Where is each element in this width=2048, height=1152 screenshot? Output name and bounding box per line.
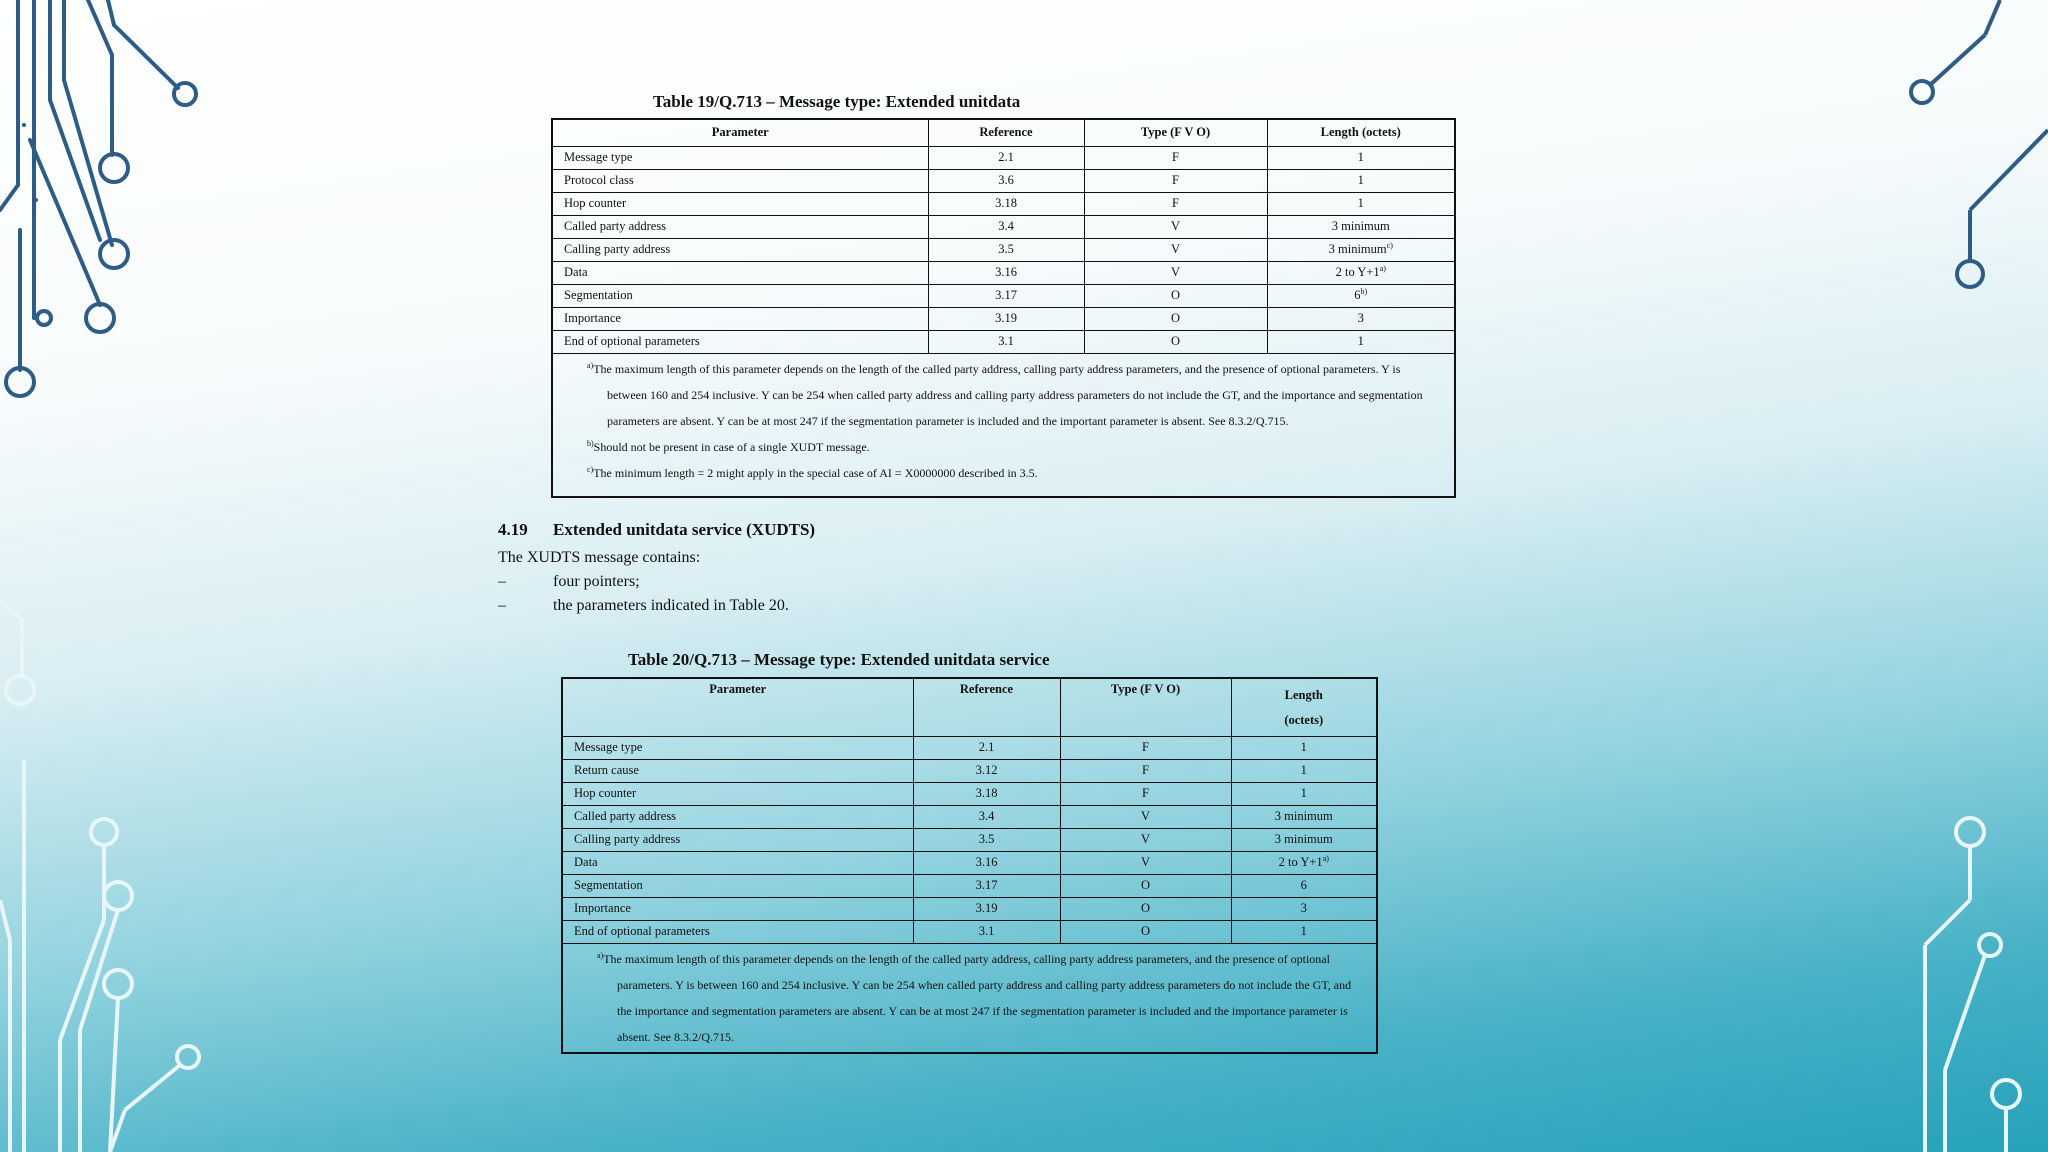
cell-length-text: 1 — [1357, 150, 1364, 164]
cell-parameter-text: Importance — [574, 901, 631, 915]
cell-reference-text: 3.4 — [978, 809, 995, 823]
cell-parameter-text: Data — [574, 855, 598, 869]
cell-reference — [928, 216, 1084, 239]
table20-header-length-line2: (octets) — [1284, 713, 1324, 727]
cell-length — [1231, 898, 1377, 921]
cell-length-text: 2 to Y+1 — [1278, 855, 1323, 869]
table20-notes — [562, 944, 1377, 1054]
table-row — [552, 262, 1455, 285]
cell-type — [1060, 783, 1231, 806]
section-heading — [498, 520, 815, 540]
table-row — [552, 285, 1455, 308]
table-row — [552, 239, 1455, 262]
cell-type — [1084, 262, 1267, 285]
cell-length — [1267, 262, 1455, 285]
cell-length — [1231, 921, 1377, 944]
table19-caption: Table 19/Q.713 – Message type: Extended unitdata — [653, 92, 1021, 111]
cell-length — [1267, 331, 1455, 354]
table-note — [565, 434, 1442, 460]
circuit-lines-left-top — [0, 0, 178, 370]
cell-length-text: 2 to Y+1 — [1335, 265, 1380, 279]
note-text: Should not be present in case of a single XUDT message. — [593, 440, 870, 454]
cell-type-text: V — [1170, 265, 1181, 279]
cell-type-text: O — [1170, 311, 1181, 325]
cell-parameter — [562, 875, 913, 898]
table-row — [562, 806, 1377, 829]
cell-parameter-text: Message type — [574, 740, 643, 754]
table19-header-reference: Reference — [928, 119, 1084, 147]
cell-type-text: V — [1170, 242, 1181, 256]
table-note — [565, 460, 1442, 486]
cell-reference-text: 3.18 — [995, 196, 1017, 210]
cell-type-text: V — [1170, 219, 1181, 233]
cell-parameter-text: Calling party address — [574, 832, 681, 846]
cell-reference-text: 3.6 — [998, 173, 1014, 187]
table20-header-row — [562, 678, 1377, 737]
table19-header-length: Length (octets) — [1267, 119, 1455, 147]
cell-reference — [928, 147, 1084, 170]
cell-type-text: F — [1172, 196, 1179, 210]
cell-reference — [928, 170, 1084, 193]
cell-parameter-text: Protocol class — [564, 173, 634, 187]
table-row — [562, 737, 1377, 760]
table-row — [552, 193, 1455, 216]
cell-length-text: 1 — [1300, 763, 1307, 777]
table-row — [562, 875, 1377, 898]
cell-type-text: V — [1140, 809, 1151, 823]
cell-type — [1084, 239, 1267, 262]
cell-parameter-text: Data — [564, 265, 588, 279]
cell-reference-text: 3.1 — [998, 334, 1014, 348]
cell-parameter — [552, 285, 928, 308]
cell-reference — [913, 806, 1060, 829]
note-text: The maximum length of this parameter depends on the length of the called party address, calling party address parameters, and the presence of optional parameters. Y is between 160 and 254 inclusive. Y can be 254 when called party address and calling party address parameters do not include the GT, and the importance and segmentation parameters are absent. Y can be at most 247 if the segmentation parameter is included and the important parameter is absent. See 8.3.2/Q.715. — [593, 362, 1423, 428]
note-mark: a) — [587, 361, 594, 370]
cell-type — [1060, 898, 1231, 921]
cell-reference — [913, 760, 1060, 783]
table-note — [565, 356, 1442, 434]
cell-reference-text: 3.17 — [995, 288, 1017, 302]
cell-length — [1267, 216, 1455, 239]
cell-length — [1267, 147, 1455, 170]
cell-parameter — [552, 308, 928, 331]
cell-type-text: F — [1142, 786, 1149, 800]
cell-reference-text: 3.1 — [978, 924, 995, 938]
cell-parameter-text: Message type — [564, 150, 633, 164]
table19 — [551, 118, 1456, 498]
cell-length — [1267, 170, 1455, 193]
cell-parameter-text: End of optional parameters — [574, 924, 710, 938]
cell-parameter — [562, 783, 913, 806]
table20-notes-row — [562, 944, 1377, 1054]
cell-parameter — [562, 829, 913, 852]
section-title: Extended unitdata service (XUDTS) — [553, 520, 816, 539]
bullet-text: four pointers; — [553, 573, 640, 590]
table19-header-type: Type (F V O) — [1084, 119, 1267, 147]
table20-header-type: Type (F V O) — [1060, 678, 1231, 737]
cell-length-text: 3 minimum — [1328, 242, 1387, 256]
cell-length — [1231, 760, 1377, 783]
cell-type-text: V — [1140, 855, 1151, 869]
cell-length — [1231, 875, 1377, 898]
cell-type — [1084, 170, 1267, 193]
section-intro: The XUDTS message contains: — [498, 549, 701, 566]
cell-reference — [913, 829, 1060, 852]
cell-type — [1060, 829, 1231, 852]
cell-type — [1084, 193, 1267, 216]
table20-header-parameter: Parameter — [562, 678, 913, 737]
table19-header-parameter: Parameter — [552, 119, 928, 147]
cell-length-text: 3 minimum — [1274, 832, 1333, 846]
cell-type — [1084, 331, 1267, 354]
cell-length — [1231, 783, 1377, 806]
cell-parameter-text: Hop counter — [574, 786, 637, 800]
footnote-mark: c) — [1386, 240, 1393, 250]
table19-notes-row — [552, 354, 1455, 498]
cell-reference-text: 2.1 — [998, 150, 1014, 164]
cell-reference-text: 3.19 — [995, 311, 1017, 325]
cell-length-text: 1 — [1357, 173, 1364, 187]
cell-parameter — [562, 852, 913, 875]
cell-reference — [928, 193, 1084, 216]
bullet-dash: – — [498, 573, 506, 590]
cell-type-text: O — [1170, 334, 1181, 348]
note-text: The maximum length of this parameter depends on the length of the called party address, calling party address parameters, and the presence of optional parameters. Y is between 160 and 254 inclusive. Y can be 254 when called party address and calling party address parameters do not include the GT, and the importance and segmentation parameters are absent. Y can be at most 247 if the segmentation parameter is included and the importance parameter is absent. See 8.3.2/Q.715. — [603, 952, 1352, 1044]
cell-type — [1060, 921, 1231, 944]
cell-parameter-text: End of optional parameters — [564, 334, 700, 348]
cell-parameter — [562, 737, 913, 760]
cell-type — [1060, 737, 1231, 760]
cell-reference — [913, 921, 1060, 944]
cell-type — [1084, 308, 1267, 331]
cell-reference — [928, 239, 1084, 262]
cell-reference — [928, 285, 1084, 308]
cell-parameter — [562, 760, 913, 783]
cell-length — [1267, 239, 1455, 262]
footnote-mark: a) — [1322, 853, 1329, 863]
cell-length — [1267, 193, 1455, 216]
table-row — [562, 921, 1377, 944]
table-row — [562, 783, 1377, 806]
cell-reference — [913, 875, 1060, 898]
cell-type — [1060, 875, 1231, 898]
cell-type-text: O — [1140, 924, 1151, 938]
cell-parameter-text: Calling party address — [564, 242, 671, 256]
section-number: 4.19 — [498, 520, 528, 539]
cell-reference-text: 3.16 — [975, 855, 998, 869]
cell-length-text: 1 — [1357, 196, 1364, 210]
cell-type-text: F — [1172, 150, 1179, 164]
cell-parameter-text: Segmentation — [564, 288, 633, 302]
table20 — [561, 677, 1378, 1054]
table-row — [562, 829, 1377, 852]
cell-type-text: O — [1170, 288, 1181, 302]
cell-length-text: 1 — [1300, 924, 1307, 938]
cell-type-text: F — [1142, 763, 1149, 777]
cell-type — [1084, 147, 1267, 170]
cell-reference-text: 3.19 — [975, 901, 998, 915]
table-row — [552, 170, 1455, 193]
bullet-text: the parameters indicated in Table 20. — [553, 597, 789, 614]
table-row — [552, 147, 1455, 170]
cell-length-text: 6 — [1300, 878, 1307, 892]
circuit-right-top — [1911, 0, 2048, 287]
cell-parameter-text: Return cause — [574, 763, 639, 777]
cell-type — [1060, 852, 1231, 875]
cell-parameter-text: Importance — [564, 311, 621, 325]
cell-length-text: 3 minimum — [1274, 809, 1333, 823]
cell-reference — [913, 898, 1060, 921]
cell-reference-text: 3.5 — [978, 832, 995, 846]
table-row — [562, 760, 1377, 783]
cell-type — [1084, 216, 1267, 239]
cell-type-text: F — [1172, 173, 1179, 187]
cell-length-text: 3 — [1357, 311, 1364, 325]
table20-header-length-line1: Length — [1284, 688, 1323, 702]
cell-length-text: 3 minimum — [1331, 219, 1390, 233]
cell-parameter — [562, 806, 913, 829]
cell-reference — [928, 262, 1084, 285]
cell-reference — [913, 783, 1060, 806]
cell-reference — [928, 331, 1084, 354]
cell-parameter — [552, 193, 928, 216]
cell-length — [1231, 829, 1377, 852]
cell-length-text: 1 — [1300, 786, 1307, 800]
note-mark: c) — [587, 465, 594, 474]
cell-reference-text: 3.16 — [995, 265, 1017, 279]
note-text: The minimum length = 2 might apply in the special case of AI = X0000000 described in 3.5. — [593, 466, 1038, 480]
cell-length — [1231, 806, 1377, 829]
cell-parameter — [552, 216, 928, 239]
cell-length — [1231, 852, 1377, 875]
cell-type — [1060, 760, 1231, 783]
cell-length-text: 6 — [1354, 288, 1361, 302]
cell-parameter — [562, 898, 913, 921]
cell-parameter-text: Called party address — [564, 219, 667, 233]
bullet-item — [498, 573, 640, 591]
cell-length — [1267, 308, 1455, 331]
cell-parameter-text: Segmentation — [574, 878, 643, 892]
cell-type-text: F — [1142, 740, 1149, 754]
cell-length — [1231, 737, 1377, 760]
cell-length-text: 3 — [1300, 901, 1307, 915]
table-row — [562, 898, 1377, 921]
cell-reference-text: 3.4 — [998, 219, 1014, 233]
cell-reference-text: 3.12 — [975, 763, 998, 777]
table20-header-reference: Reference — [913, 678, 1060, 737]
cell-parameter — [562, 921, 913, 944]
cell-length-text: 1 — [1357, 334, 1364, 348]
cell-parameter — [552, 262, 928, 285]
bullet-dash: – — [498, 597, 506, 614]
cell-reference — [928, 308, 1084, 331]
bullet-item — [498, 597, 789, 615]
note-mark: a) — [597, 951, 604, 960]
table-row — [552, 308, 1455, 331]
cell-length — [1267, 285, 1455, 308]
cell-parameter — [552, 331, 928, 354]
cell-reference-text: 3.5 — [998, 242, 1014, 256]
table-row — [552, 216, 1455, 239]
circuit-lines-left-bottom — [0, 600, 199, 1152]
cell-reference — [913, 852, 1060, 875]
table19-notes — [552, 354, 1455, 498]
cell-reference-text: 3.18 — [975, 786, 998, 800]
cell-parameter — [552, 147, 928, 170]
cell-type — [1060, 806, 1231, 829]
cell-reference-text: 3.17 — [975, 878, 998, 892]
table-note — [575, 946, 1364, 1050]
cell-parameter — [552, 170, 928, 193]
cell-parameter-text: Hop counter — [564, 196, 627, 210]
note-mark: b) — [587, 439, 594, 448]
table-row — [552, 331, 1455, 354]
cell-length-text: 1 — [1300, 740, 1307, 754]
circuit-right-bottom — [1925, 818, 2020, 1152]
table20-caption: Table 20/Q.713 – Message type: Extended unitdata service — [628, 650, 1050, 669]
cell-parameter-text: Called party address — [574, 809, 677, 823]
table20-header-length — [1231, 678, 1377, 737]
footnote-mark: a) — [1379, 263, 1386, 273]
cell-type-text: V — [1140, 832, 1151, 846]
cell-reference-text: 2.1 — [978, 740, 995, 754]
footnote-mark: b) — [1360, 286, 1368, 296]
table-row — [562, 852, 1377, 875]
cell-type — [1084, 285, 1267, 308]
table19-header-row — [552, 119, 1455, 147]
cell-reference — [913, 737, 1060, 760]
cell-type-text: O — [1140, 901, 1151, 915]
cell-parameter — [552, 239, 928, 262]
cell-type-text: O — [1140, 878, 1151, 892]
